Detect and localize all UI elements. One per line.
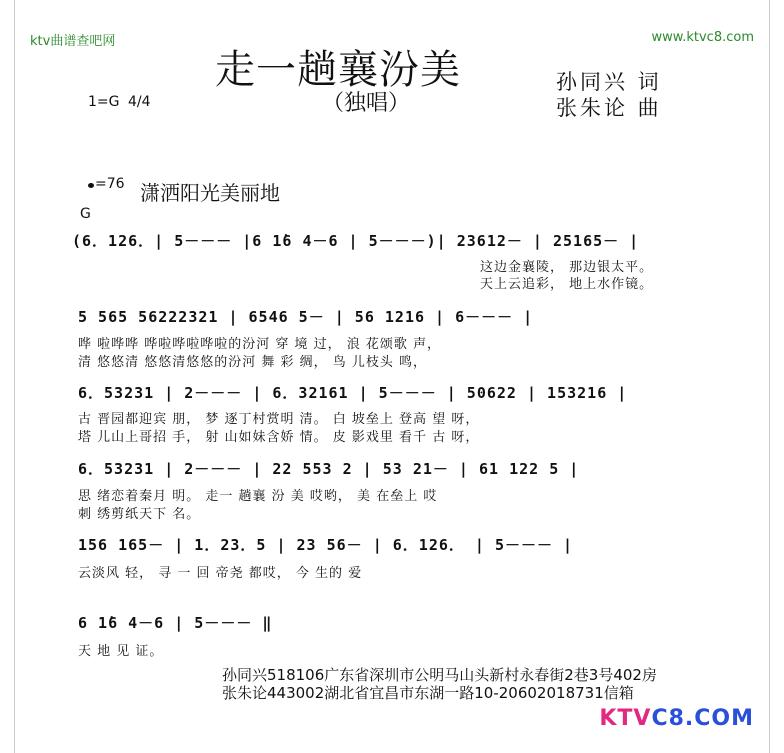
score-row-3-lyric-2: 塔 儿山上哥招 手， 射 山如妹含娇 情。 皮 影戏里 看千 古 呀， (78, 430, 480, 445)
score-row-3-lyric-1: 古 晋园都迎宾 朋， 梦 逐丁村赏明 清。 白 坡垒上 登高 望 呀， (78, 412, 480, 427)
key-label: 1=G (88, 94, 120, 110)
score-row-4-lyric-2: 刺 绣剪纸天下 名。 (78, 507, 201, 522)
score-row-6-lyric-1: 天 地 见 证。 (78, 644, 164, 659)
score-row-2-lyric-1: 哗 啦哗哗 哗啦哗啦哗啦的汾河 穿 境 过， 浪 花颂歌 声， (78, 337, 442, 352)
lyricist-address: 孙同兴518106广东省深圳市公明马山头新村永春街2巷3号402房 (222, 666, 657, 684)
song-title: 走一趟襄汾美 (215, 47, 461, 93)
site-url-right[interactable]: www.ktvc8.com (651, 30, 754, 45)
score-row-5-lyric-1: 云淡风 轻， 寻 一 回 帝尧 都哎， 今 生的 爱 (78, 566, 363, 581)
logo-ktv-part: KTV (599, 706, 652, 731)
score-row-1-lyric-1: 这边金襄陵， 那边银太平。 (480, 260, 654, 275)
chord-label: G (80, 206, 91, 222)
score-row-1-lyric-2: 天上云追彩， 地上水作镜。 (480, 277, 654, 292)
composer-address: 张朱论443002湖北省宜昌市东湖一路10-20602018731信箱 (222, 684, 634, 702)
left-margin-strip (0, 0, 15, 753)
score-row-1-notes: (6．126．| 5－－－ |6 1̇6 4－6 | 5－－－)| 23612－ | 25165－ | (72, 232, 640, 250)
logo-domain-part: C8.COM (651, 706, 754, 731)
score-row-6-notes: 6 1̇6 4－6 | 5－－－ ‖ (78, 614, 273, 632)
tempo-marking (88, 176, 125, 192)
ktvc8-logo (599, 706, 754, 731)
expression-text: 潇洒阳光美丽地 (140, 181, 280, 205)
song-subtitle: （独唱） (322, 91, 411, 116)
composer-credit: 张朱论 曲 (556, 96, 662, 120)
site-name-left[interactable]: ktv曲谱查吧网 (30, 34, 116, 49)
lyricist-credit: 孙同兴 词 (556, 70, 662, 94)
score-row-5-notes: 156 165－ | 1．23．5 | 23 56－ | 6．126． | 5－－－ | (78, 536, 574, 554)
score-row-2-lyric-2: 清 悠悠清 悠悠清悠悠的汾河 舞 彩 绸， 鸟 儿枝头 鸣， (78, 355, 428, 370)
score-row-4-notes: 6．53231 | 2－－－ | 22 553 2 | 53 21－ | 61 122 5 | (78, 460, 580, 478)
tempo-value: =76 (95, 176, 125, 192)
score-row-3-notes: 6．53231 | 2－－－ | 6．32161 | 5－－－ | 50622 | 153216 | (78, 384, 628, 402)
right-margin-strip (769, 0, 784, 753)
key-signature (88, 94, 150, 110)
score-row-2-notes: 5 565 56222321 | 6546 5－ | 56 1216 | 6－－－ | (78, 308, 534, 326)
quarter-note-icon (88, 183, 94, 188)
score-row-4-lyric-1: 思 绪恋着秦月 明。 走一 趟襄 汾 美 哎哟， 美 在垒上 哎 (78, 489, 438, 504)
time-signature: 4/4 (127, 94, 151, 110)
